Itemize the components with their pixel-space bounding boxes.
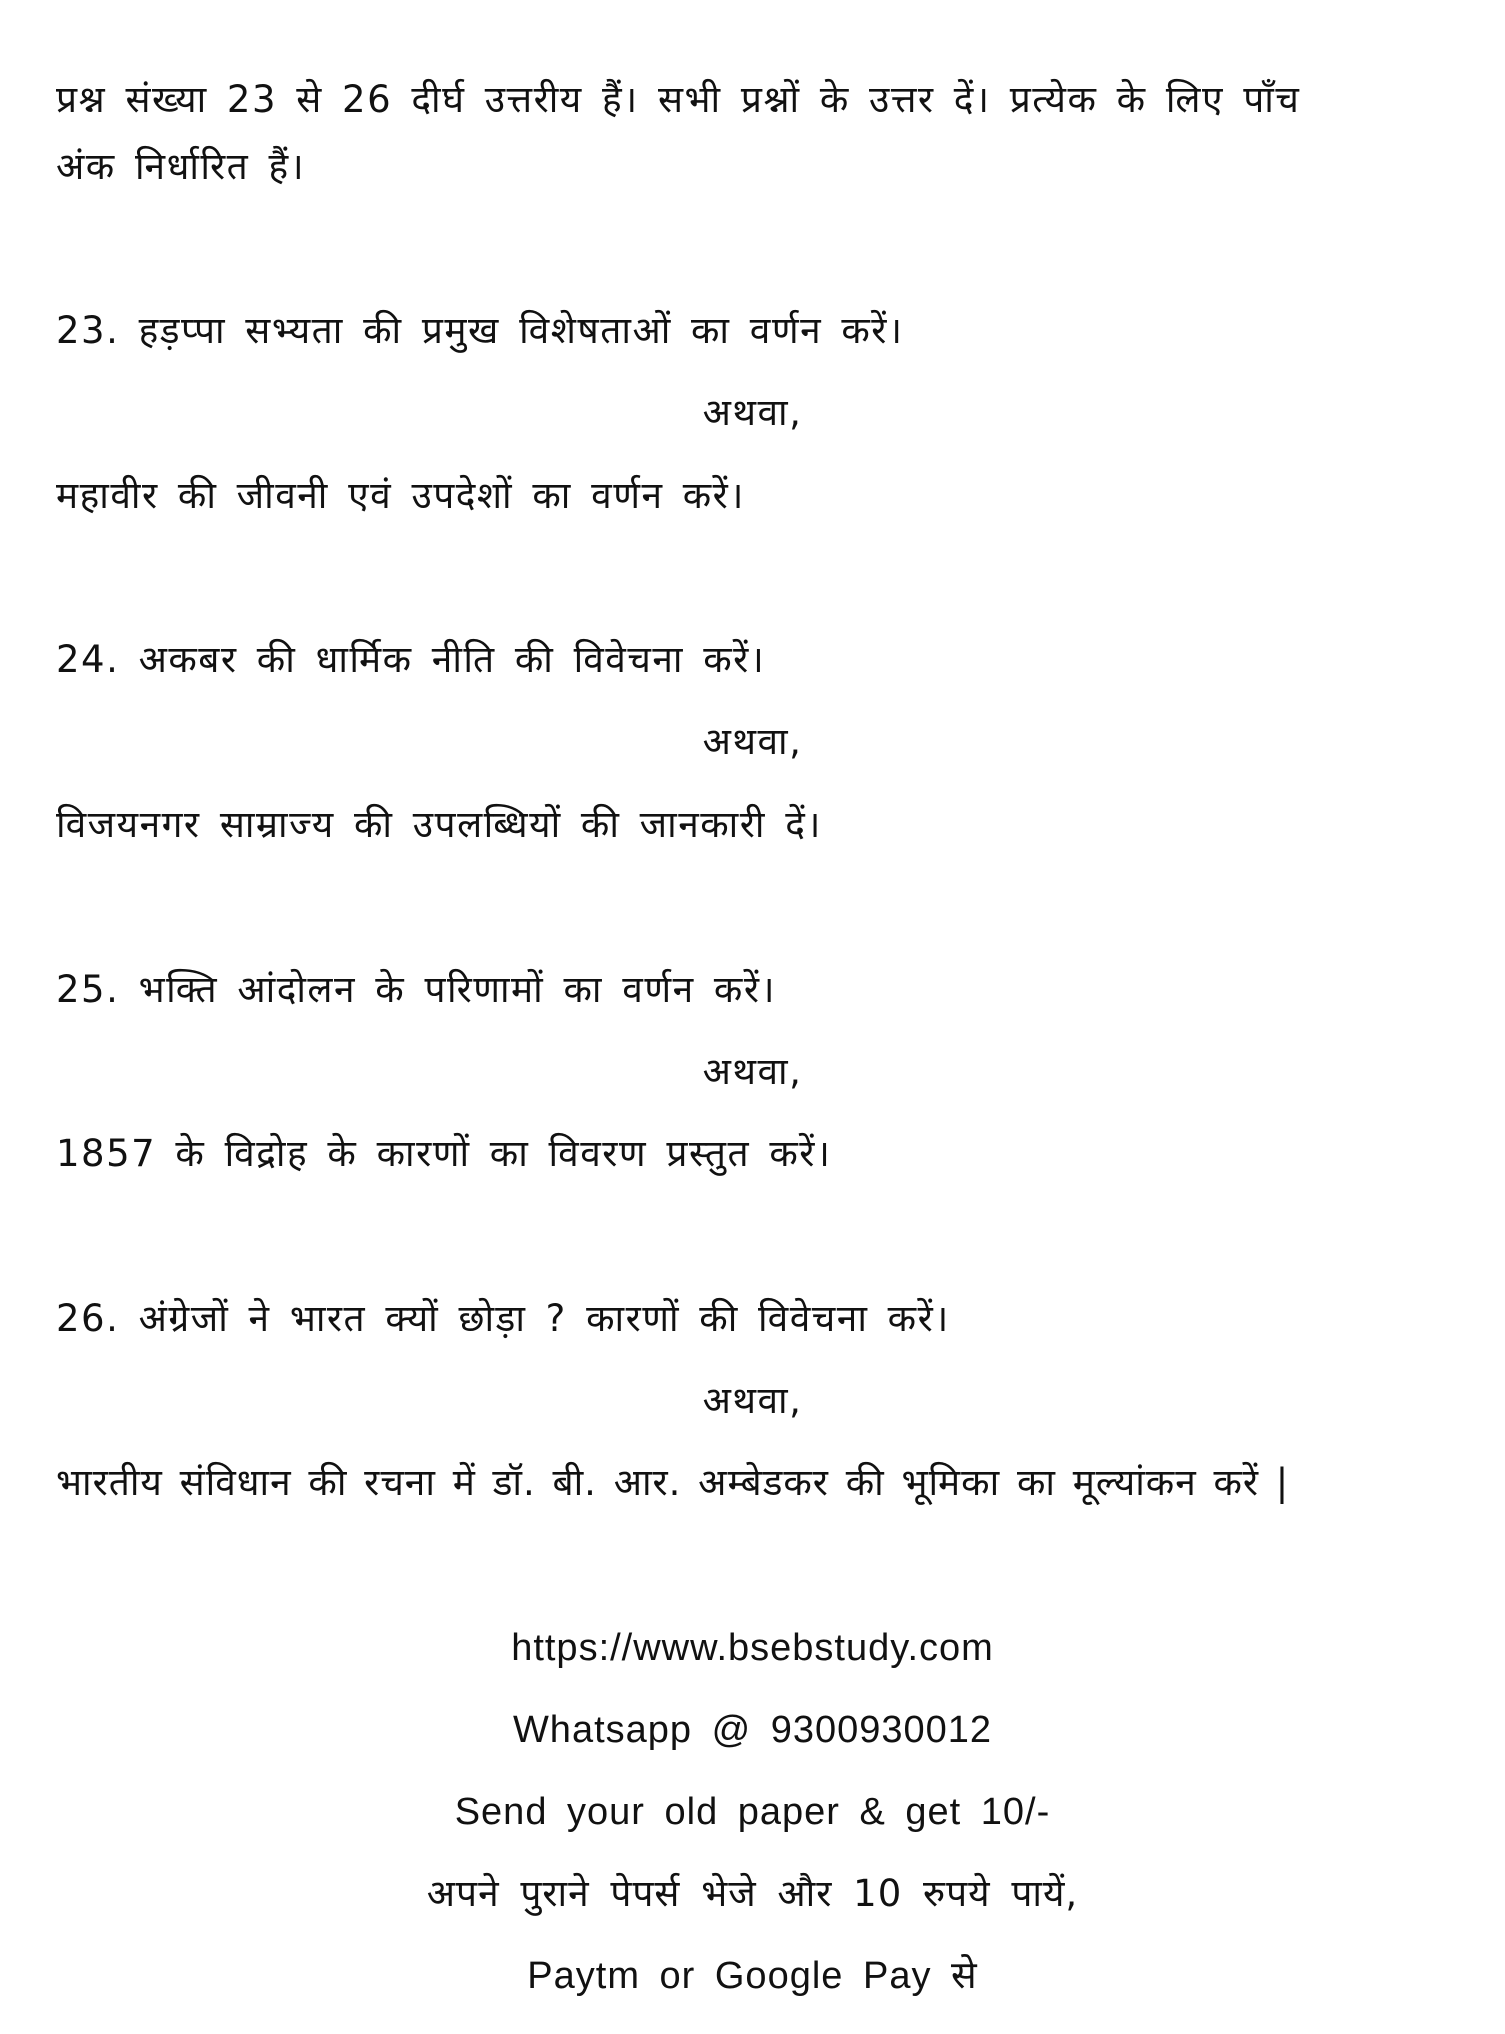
question-23-alternative: महावीर की जीवनी एवं उपदेशों का वर्णन करें। xyxy=(56,474,745,517)
footer-payment: Paytm or Google Pay से xyxy=(527,1955,978,1997)
footer-offer-english: Send your old paper & get 10/- xyxy=(454,1791,1051,1833)
question-25-alternative: 1857 के विद्रोह के कारणों का विवरण प्रस्तुत करें। xyxy=(56,1132,832,1175)
or-label-25: अथवा, xyxy=(702,1050,803,1093)
question-26: 26. अंग्रेजों ने भारत क्यों छोड़ा ? कारणों की विवेचना करें। xyxy=(56,1297,950,1340)
instructions-line-1: प्रश्न संख्या 23 से 26 दीर्घ उत्तरीय हैं। सभी प्रश्नों के उत्तर दें। प्रत्येक के लिए पाँच xyxy=(56,78,1301,121)
or-label-23: अथवा, xyxy=(702,391,803,434)
question-23: 23. हड़प्पा सभ्यता की प्रमुख विशेषताओं का वर्णन करें। xyxy=(56,309,904,352)
question-24-alternative: विजयनगर साम्राज्य की उपलब्धियों की जानकारी दें। xyxy=(56,803,822,846)
question-26-alternative: भारतीय संविधान की रचना में डॉ. बी. आर. अम्बेडकर की भूमिका का मूल्यांकन करें | xyxy=(56,1461,1290,1504)
footer-whatsapp: Whatsapp @ 9300930012 xyxy=(512,1709,993,1751)
or-label-24: अथवा, xyxy=(702,720,803,763)
footer-url[interactable]: https://www.bsebstudy.com xyxy=(511,1627,994,1669)
instructions-line-2: अंक निर्धारित हैं। xyxy=(56,145,306,188)
footer-offer-hindi: अपने पुराने पेपर्स भेजे और 10 रुपये पायें, xyxy=(426,1872,1079,1915)
or-label-26: अथवा, xyxy=(702,1379,803,1422)
question-24: 24. अकबर की धार्मिक नीति की विवेचना करें। xyxy=(56,638,766,681)
question-25: 25. भक्ति आंदोलन के परिणामों का वर्णन करें। xyxy=(56,968,776,1011)
